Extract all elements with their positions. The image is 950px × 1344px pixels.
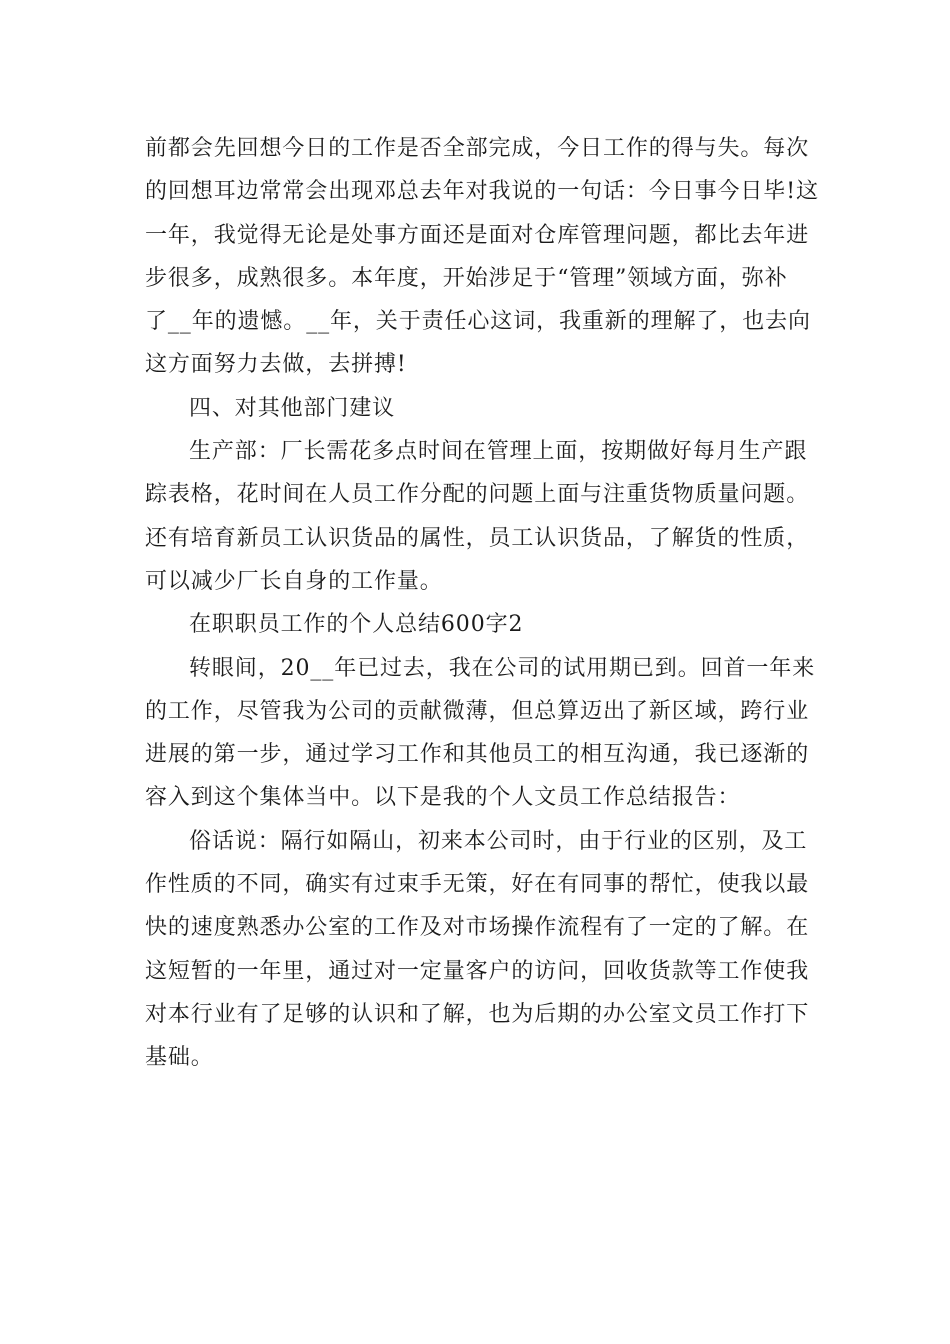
paragraph-start-line: 生产部：厂长需花多点时间在管理上面，按期做好每月生产跟	[189, 439, 808, 465]
text-line: 作性质的不同，确实有过束手无策，好在有同事的帮忙，使我以最	[145, 872, 810, 898]
text-line: 的工作，尽管我为公司的贡献微薄，但总算迈出了新区域，跨行业	[145, 698, 810, 724]
text-line: 还有培育新员工认识货品的属性，员工认识货品，了解货的性质，	[145, 525, 810, 551]
paragraph-start-line: 转眼间，20__年已过去，我在公司的试用期已到。回首一年来	[189, 655, 816, 681]
text-line: 容入到这个集体当中。以下是我的个人文员工作总结报告：	[145, 785, 741, 811]
text-line: 的回想耳边常常会出现邓总去年对我说的一句话：今日事今日毕!这	[145, 179, 819, 205]
paragraph-start-line: 俗话说：隔行如隔山，初来本公司时，由于行业的区别，及工	[189, 828, 808, 854]
text-line: 对本行业有了足够的认识和了解，也为后期的办公室文员工作打下	[145, 1001, 810, 1027]
text-line: 前都会先回想今日的工作是否全部完成，今日工作的得与失。每次	[145, 136, 810, 161]
text-line: 踪表格，花时间在人员工作分配的问题上面与注重货物质量问题。	[145, 482, 810, 508]
section-heading: 四、对其他部门建议	[189, 395, 396, 421]
text-line: 基础。	[145, 1045, 214, 1071]
document-body	[145, 127, 819, 1080]
text-line: 一年，我觉得无论是处事方面还是面对仓库管理问题，都比去年进	[145, 222, 810, 248]
article-title: 在职职员工作的个人总结600字2	[189, 612, 524, 638]
text-line: 进展的第一步，通过学习工作和其他员工的相互沟通，我已逐渐的	[145, 742, 810, 768]
text-line: 这短暂的一年里，通过对一定量客户的访问，回收货款等工作使我	[145, 958, 810, 984]
text-line: 了__年的遗憾。__年，关于责任心这词，我重新的理解了，也去向	[145, 309, 811, 335]
text-line: 快的速度熟悉办公室的工作及对市场操作流程有了一定的了解。在	[145, 915, 810, 941]
text-line: 可以减少厂长自身的工作量。	[145, 568, 443, 594]
text-line: 这方面努力去做，去拼搏!	[145, 352, 407, 378]
text-line: 步很多，成熟很多。本年度，开始涉足于“管理”领域方面，弥补	[145, 265, 788, 291]
